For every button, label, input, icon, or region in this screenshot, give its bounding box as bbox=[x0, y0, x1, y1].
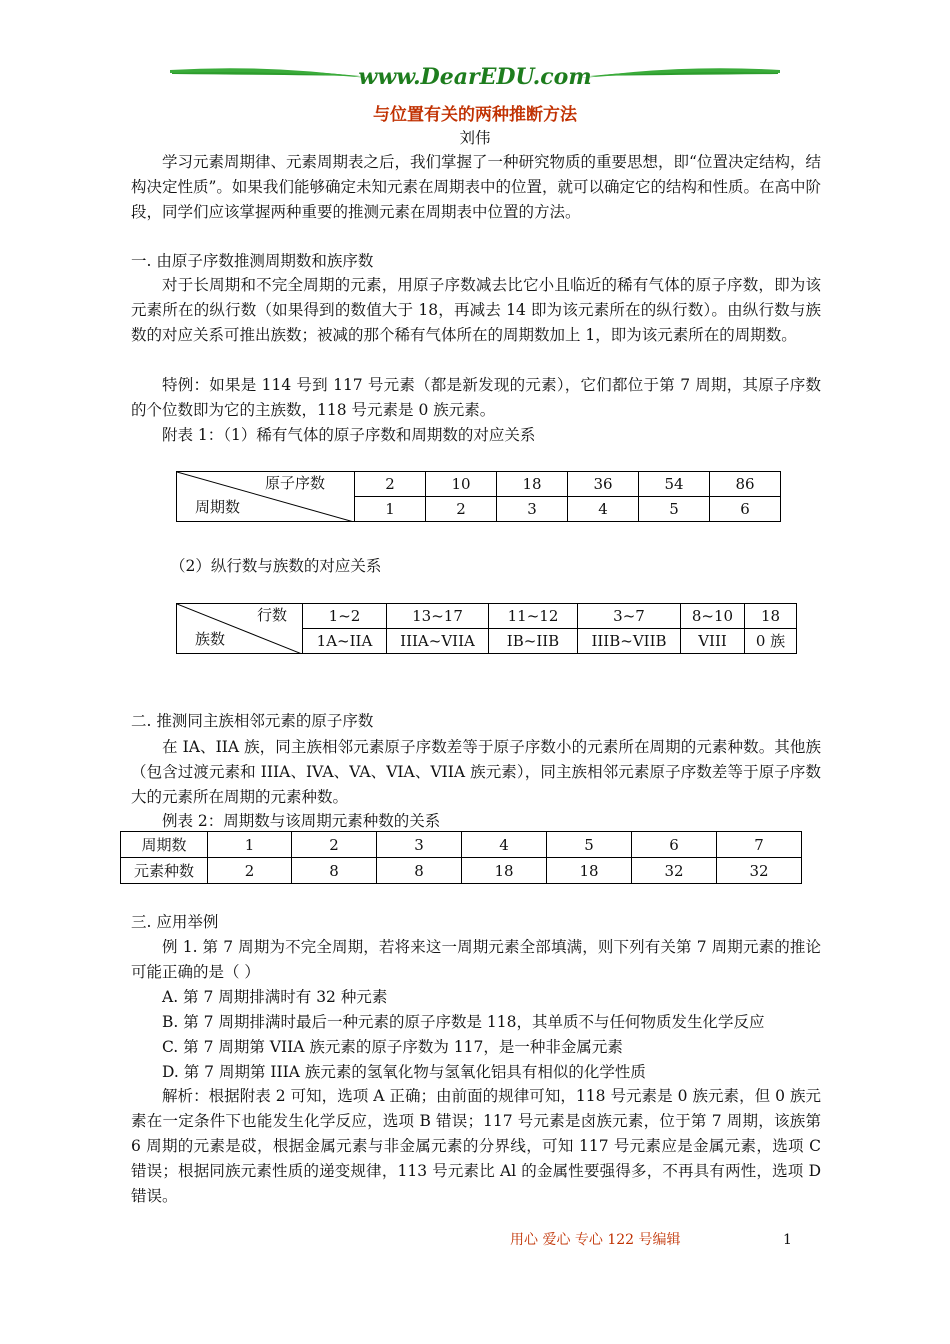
table-1-cell: 86 bbox=[710, 472, 781, 497]
section-2-paragraph-1: 在 IA、IIA 族，同主族相邻元素原子序数差等于原子序数小的元素所在周期的元素种数。其他族（包含过渡元素和 IIIA、IVA、VA、VIA、VIIA 族元素），同主族相邻元素原子序数差等于原子序数大的元素所在周期的元素种数。 bbox=[131, 738, 821, 806]
table-3-cell: 8 bbox=[377, 858, 462, 884]
header-logo bbox=[170, 62, 780, 92]
table-1-cell: 54 bbox=[639, 472, 710, 497]
table-3-cell: 3 bbox=[377, 832, 462, 858]
table-2-cell: IIIA~VIIA bbox=[387, 629, 489, 654]
table-3-cell: 18 bbox=[462, 858, 547, 884]
table-2-corner-top: 行数 bbox=[257, 606, 288, 624]
table-1-cell: 2 bbox=[355, 472, 426, 497]
option-b: B. 第 7 周期排满时最后一种元素的原子序数是 118，其单质不与任何物质发生化学反应 bbox=[162, 1013, 765, 1031]
table-3-cell: 8 bbox=[292, 858, 377, 884]
page-title: 与位置有关的两种推断方法 bbox=[373, 105, 577, 125]
table-2-cell: 18 bbox=[745, 604, 797, 629]
table-2-cell: IIIB~VIIB bbox=[578, 629, 681, 654]
table-1-cell: 18 bbox=[497, 472, 568, 497]
table-2-cell: 11~12 bbox=[489, 604, 578, 629]
table-3-cell: 32 bbox=[632, 858, 717, 884]
table-1-cell: 10 bbox=[426, 472, 497, 497]
table-2-caption: （2）纵行数与族数的对应关系 bbox=[170, 557, 382, 575]
table-2-cell: VIII bbox=[681, 629, 745, 654]
table-3-label: 周期数 bbox=[121, 832, 208, 858]
table-1-cell: 2 bbox=[426, 497, 497, 522]
section-2-heading: 二. 推测同主族相邻元素的原子序数 bbox=[131, 712, 374, 730]
table-column-group bbox=[176, 603, 797, 654]
table-2-cell: IB~IIB bbox=[489, 629, 578, 654]
table-1-corner-top: 原子序数 bbox=[265, 474, 326, 492]
table-1-cell: 1 bbox=[355, 497, 426, 522]
table-2-cell: 1~2 bbox=[303, 604, 387, 629]
section-3-heading: 三. 应用举例 bbox=[131, 913, 219, 931]
table-2-cell: 1A~IIA bbox=[303, 629, 387, 654]
footer-slogan: 用心 爱心 专心 122 号编辑 bbox=[510, 1232, 681, 1248]
table-3-label: 元素种数 bbox=[121, 858, 208, 884]
author: 刘伟 bbox=[459, 129, 491, 147]
table-3-cell: 32 bbox=[717, 858, 802, 884]
section-1-heading: 一. 由原子序数推测周期数和族序数 bbox=[131, 252, 374, 270]
page-number: 1 bbox=[783, 1232, 792, 1248]
table-2-corner bbox=[177, 604, 303, 654]
table-3-cell: 18 bbox=[547, 858, 632, 884]
table-2-cell: 3~7 bbox=[578, 604, 681, 629]
table-2-corner-bottom: 族数 bbox=[195, 630, 226, 648]
table-3-cell: 7 bbox=[717, 832, 802, 858]
table-3-cell: 4 bbox=[462, 832, 547, 858]
table-1-corner-bottom: 周期数 bbox=[195, 498, 241, 516]
table-1-cell: 3 bbox=[497, 497, 568, 522]
table-3-cell: 1 bbox=[208, 832, 292, 858]
table-1-cell: 4 bbox=[568, 497, 639, 522]
example-question: 例 1. 第 7 周期为不完全周期，若将来这一周期元素全部填满，则下列有关第 7 周期元素的推论可能正确的是（ ） bbox=[131, 938, 821, 981]
table-3-cell: 2 bbox=[292, 832, 377, 858]
table-1-cell: 36 bbox=[568, 472, 639, 497]
section-1-paragraph-2: 特例：如果是 114 号到 117 号元素（都是新发现的元素），它们都位于第 7 周期，其原子序数的个位数即为它的主族数，118 号元素是 0 族元素。 bbox=[131, 376, 821, 419]
intro-paragraph: 学习元素周期律、元素周期表之后，我们掌握了一种研究物质的重要思想，即“位置决定结构，结构决定性质”。如果我们能够确定未知元素在周期表中的位置，就可以确定它的结构和性质。在高中阶段，同学们应该掌握两种重要的推测元素在周期表中位置的方法。 bbox=[131, 153, 821, 221]
section-1-paragraph-1: 对于长周期和不完全周期的元素，用原子序数减去比它小且临近的稀有气体的原子序数，即为该元素所在的纵行数（如果得到的数值大于 18，再减去 14 即为该元素所在的纵行数）。由纵行数与族数的对应关系可推出族数；被减的那个稀有气体所在的周期数加上 1，即为该元素所在的周期数。 bbox=[131, 276, 821, 344]
table-1-corner bbox=[177, 472, 355, 522]
option-c: C. 第 7 周期第 VIIA 族元素的原子序数为 117，是一种非金属元素 bbox=[162, 1038, 623, 1056]
logo-text: www.DearEDU.com bbox=[358, 64, 592, 90]
analysis-paragraph: 解析：根据附表 2 可知，选项 A 正确；由前面的规律可知，118 号元素是 0 族元素，但 0 族元素在一定条件下也能发生化学反应，选项 B 错误；117 号元素是卤族元素，位于第 7 周期，该族第 6 周期的元素是砹，根据金属元素与非金属元素的分界线，可知 117 号元素应是金属元素，选项 C 错误；根据同族元素性质的递变规律，113 号元素比 Al 的金属性要强得多，不再具有两性，选项 D 错误。 bbox=[131, 1087, 821, 1205]
table-3-cell: 5 bbox=[547, 832, 632, 858]
table-3-cell: 6 bbox=[632, 832, 717, 858]
option-d: D. 第 7 周期第 IIIA 族元素的氢氧化物与氢氧化铝具有相似的化学性质 bbox=[162, 1063, 646, 1081]
table-1-cell: 6 bbox=[710, 497, 781, 522]
table-period-element-count bbox=[120, 831, 802, 884]
table-3-cell: 2 bbox=[208, 858, 292, 884]
table-2-cell: 8~10 bbox=[681, 604, 745, 629]
table-noble-gas-period bbox=[176, 471, 781, 522]
table-1-caption: 附表 1：（1）稀有气体的原子序数和周期数的对应关系 bbox=[162, 426, 536, 444]
table-2-cell: 0 族 bbox=[745, 629, 797, 654]
table-1-cell: 5 bbox=[639, 497, 710, 522]
option-a: A. 第 7 周期排满时有 32 种元素 bbox=[162, 988, 388, 1006]
table-3-caption: 例表 2：周期数与该周期元素种数的关系 bbox=[162, 812, 441, 830]
table-2-cell: 13~17 bbox=[387, 604, 489, 629]
